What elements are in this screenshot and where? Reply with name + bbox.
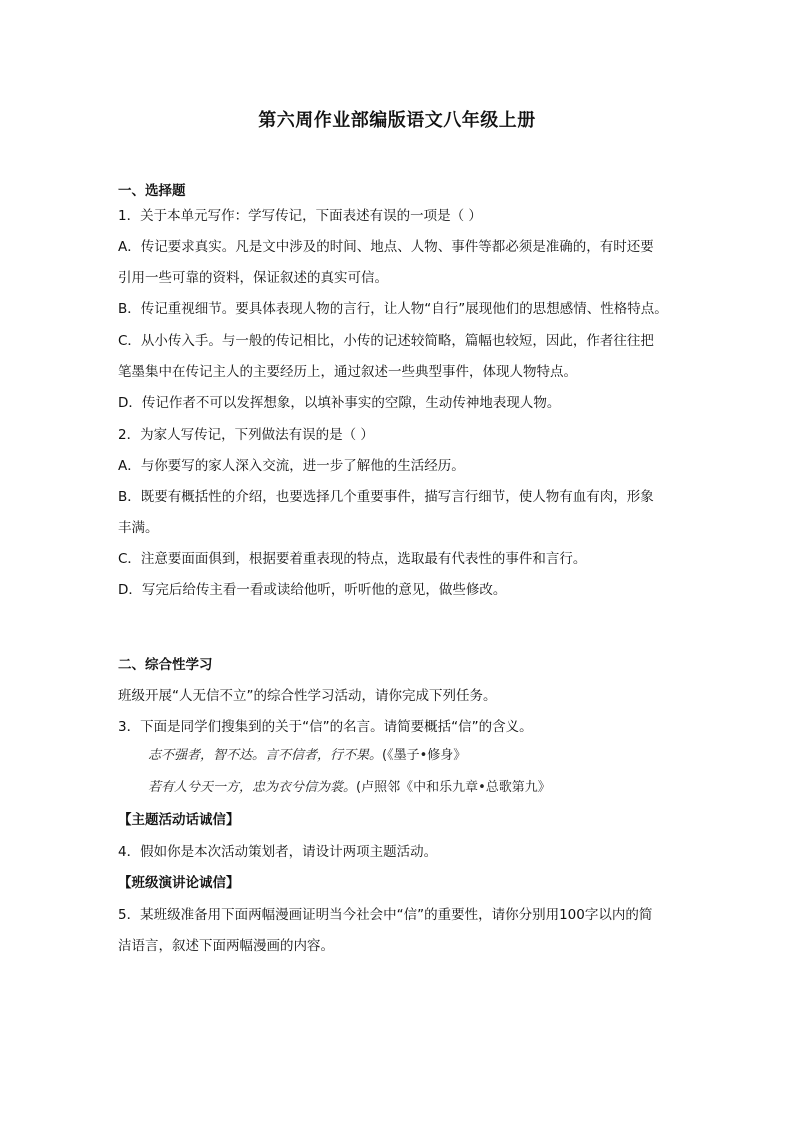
activity-tag-theme: 【主题活动话诚信】 [118,812,240,828]
question-1-stem: 1．关于本单元写作：学写传记，下面表述有误的一项是（ ） [118,208,482,224]
section-heading-comprehensive: 二、综合性学习 [118,657,213,673]
quote-2 [148,778,551,798]
quote-1 [148,746,466,766]
activity-intro: 班级开展“人无信不立”的综合性学习活动，请你完成下列任务。 [118,688,497,704]
quote-2-text: 若有人兮天一方，忠为衣兮信为裳。 [148,780,357,795]
quote-1-source: (《墨子•修身》 [382,748,467,763]
question-5: 5．某班级准备用下面两幅漫画证明当今社会中“信”的重要性，请你分别用100字以内的简 [118,907,653,923]
quote-1-text: 志不强者，智不达。言不信者，行不果。 [148,748,383,763]
question-1-option-a: A．传记要求真实。凡是文中涉及的时间、地点、人物、事件等都必须是准确的，有时还要 [118,239,654,255]
question-2-stem: 2．为家人写传记，下列做法有误的是（ ） [118,427,374,443]
question-1-option-c: C．从小传入手。与一般的传记相比，小传的记述较简略，篇幅也较短，因此，作者往往把 [118,333,654,349]
section-heading-multiple-choice: 一、选择题 [118,183,186,199]
activity-tag-speech: 【班级演讲论诚信】 [118,875,240,891]
question-1-option-a-cont: 引用一些可靠的资料，保证叙述的真实可信。 [118,270,388,286]
question-1-option-c-cont: 笔墨集中在传记主人的主要经历上，通过叙述一些典型事件，体现人物特点。 [118,364,577,380]
question-2-option-c: C．注意要面面俱到，根据要着重表现的特点，选取最有代表性的事件和言行。 [118,551,587,567]
question-2-option-d: D．写完后给传主看一看或读给他听，听听他的意见，做些修改。 [118,582,507,598]
question-1-option-d: D．传记作者不可以发挥想象，以填补事实的空隙，生动传神地表现人物。 [118,395,561,411]
question-3: 3．下面是同学们搜集到的关于“信”的名言。请简要概括“信”的含义。 [118,719,533,735]
question-2-option-b-cont: 丰满。 [118,520,159,536]
document-title: 第六周作业部编版语文八年级上册 [258,110,536,131]
quote-2-source: (卢照邻《中和乐九章•总歌第九》 [356,780,551,795]
question-2-option-a: A．与你要写的家人深入交流，进一步了解他的生活经历。 [118,458,465,474]
question-4: 4．假如你是本次活动策划者，请设计两项主题活动。 [118,844,438,860]
question-2-option-b: B．既要有概括性的介绍，也要选择几个重要事件，描写言行细节，使人物有血有肉，形象 [118,489,654,505]
question-1-option-b: B．传记重视细节。要具体表现人物的言行，让人物“自行”展现他们的思想感情、性格特点。 [118,301,668,317]
question-5-cont: 洁语言，叙述下面两幅漫画的内容。 [118,938,334,954]
